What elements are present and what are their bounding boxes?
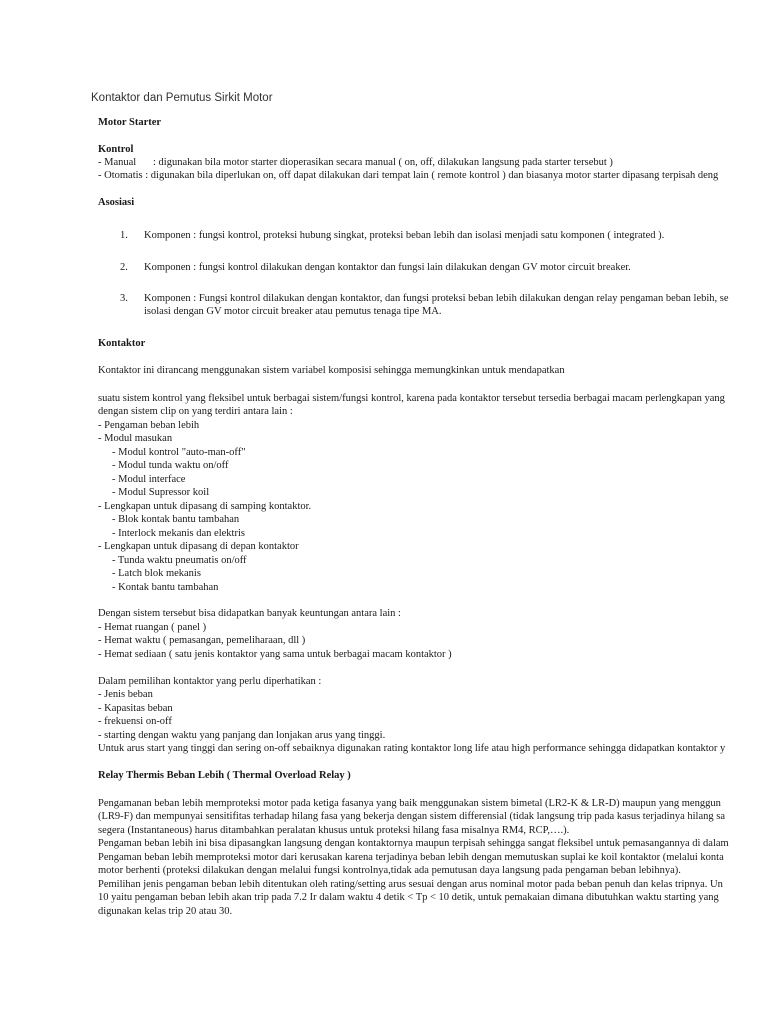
selection-item: - starting dengan waktu yang panjang dan lonjakan arus yang tinggi. — [98, 730, 386, 741]
list-item: - Pengaman beban lebih — [98, 420, 200, 431]
benefit-item: - Hemat ruangan ( panel ) — [98, 622, 207, 633]
asosiasi-item-2-number: 2. — [120, 262, 128, 273]
list-item: - Kontak bantu tambahan — [112, 582, 219, 593]
asosiasi-item-3-number: 3. — [120, 293, 128, 304]
list-item: - Modul Supressor koil — [112, 487, 210, 498]
benefit-intro: Dengan sistem tersebut bisa didapatkan banyak keuntungan antara lain : — [98, 608, 401, 619]
list-item: - Modul tunda waktu on/off — [112, 460, 229, 471]
selection-item: - Jenis beban — [98, 689, 153, 700]
asosiasi-item-3-text-line2: isolasi dengan GV motor circuit breaker atau pemutus tenaga tipe MA. — [144, 306, 442, 317]
kontaktor-paragraph-line2: dengan sistem clip on yang terdiri antara lain : — [98, 406, 293, 417]
asosiasi-item-1-text: Komponen : fungsi kontrol, proteksi hubung singkat, proteksi beban lebih dan isolasi menjadi satu komponen ( integrated ). — [144, 230, 665, 241]
relay-line: digunakan kelas trip 20 atau 30. — [98, 906, 233, 917]
relay-line: 10 yaitu pengaman beban lebih akan trip pada 7.2 Ir dalam waktu 4 detik < Tp < 10 detik, untuk pemakaian dimana dibutuhkan waktu starting yang — [98, 892, 719, 903]
manual-label: - Manual — [98, 157, 137, 168]
relay-line: Pemilihan jenis pengaman beban lebih ditentukan oleh rating/setting arus sesuai dengan arus nominal motor pada beban penuh dan kelas tripnya. Un — [98, 879, 723, 890]
asosiasi-item-3-text-line1: Komponen : Fungsi kontrol dilakukan dengan kontaktor, dan fungsi proteksi beban lebih dilakukan dengan relay pengaman beban lebih, se — [144, 293, 729, 304]
relay-line: segera (Instantaneous) harus ditambahkan peralatan khusus untuk proteksi hilang fasa misalnya RM4, RCP,….). — [98, 825, 570, 836]
list-item: - Lengkapan untuk dipasang di depan kontaktor — [98, 541, 299, 552]
list-item: - Latch blok mekanis — [112, 568, 201, 579]
list-item: - Lengkapan untuk dipasang di samping kontaktor. — [98, 501, 312, 512]
kontaktor-intro: Kontaktor ini dirancang menggunakan sistem variabel komposisi sehingga memungkinkan untuk mendapatkan — [98, 365, 565, 376]
relay-line: (LR9-F) dan mempunyai sensitifitas terhadap hilang fasa yang bekerja dengan sistem differensial (tidak langsung trip pada kasus terjadinya hilang sa — [98, 811, 726, 822]
asosiasi-item-2-text: Komponen : fungsi kontrol dilakukan dengan kontaktor dan fungsi lain dilakukan dengan GV motor circuit breaker. — [144, 262, 631, 273]
otomatis-line: - Otomatis : digunakan bila diperlukan on, off dapat dilakukan dari tempat lain ( remote kontrol ) dan biasanya motor starter dipasang terpisah deng — [98, 170, 719, 181]
relay-line: Pengamanan beban lebih memproteksi motor pada ketiga fasanya yang baik menggunakan sistem bimetal (LR2-K & LR-D) maupun yang menggun — [98, 798, 721, 809]
list-item: - Blok kontak bantu tambahan — [112, 514, 240, 525]
list-item: - Modul interface — [112, 474, 186, 485]
relay-line: Pengaman beban lebih memproteksi motor dari kerusakan karena terjadinya beban lebih dengan memutuskan suplai ke koil kontaktor (melalui konta — [98, 852, 724, 863]
list-item: - Modul kontrol "auto-man-off" — [112, 447, 246, 458]
list-item: - Tunda waktu pneumatis on/off — [112, 555, 247, 566]
manual-text: : digunakan bila motor starter dioperasikan secara manual ( on, off, dilakukan langsung pada starter tersebut ) — [153, 157, 613, 168]
list-item: - Modul masukan — [98, 433, 173, 444]
kontaktor-paragraph-line1: suatu sistem kontrol yang fleksibel untuk berbagai sistem/fungsi kontrol, karena pada kontaktor tersebut tersedia berbagai macam perlengkapan yang — [98, 393, 725, 404]
selection-item: - frekuensi on-off — [98, 716, 172, 727]
kontrol-heading: Kontrol — [98, 144, 134, 155]
manual-line — [98, 156, 613, 169]
asosiasi-heading: Asosiasi — [98, 197, 135, 208]
benefit-item: - Hemat waktu ( pemasangan, pemeliharaan, dll ) — [98, 635, 306, 646]
document-title: Kontaktor dan Pemutus Sirkit Motor — [91, 92, 273, 104]
motor-starter-heading: Motor Starter — [98, 117, 162, 128]
kontaktor-heading: Kontaktor — [98, 338, 146, 349]
list-item: - Interlock mekanis dan elektris — [112, 528, 245, 539]
benefit-item: - Hemat sediaan ( satu jenis kontaktor yang sama untuk berbagai macam kontaktor ) — [98, 649, 452, 660]
relay-heading: Relay Thermis Beban Lebih ( Thermal Overload Relay ) — [98, 770, 351, 781]
asosiasi-item-1-number: 1. — [120, 230, 128, 241]
selection-note: Untuk arus start yang tinggi dan sering on-off sebaiknya digunakan rating kontaktor long life atau high performance sehingga didapatkan kontaktor y — [98, 743, 726, 754]
relay-line: Pengaman beban lebih ini bisa dipasangkan langsung dengan kontaktornya maupun terpisah sehingga sangat fleksibel untuk pemasangannya di dalam — [98, 838, 729, 849]
selection-item: - Kapasitas beban — [98, 703, 173, 714]
relay-line: motor berhenti (proteksi dilakukan dengan melalui fungsi kontrolnya,tidak ada pemutusan daya langsung pada pengaman beban lebihnya). — [98, 865, 681, 876]
selection-intro: Dalam pemilihan kontaktor yang perlu diperhatikan : — [98, 676, 322, 687]
